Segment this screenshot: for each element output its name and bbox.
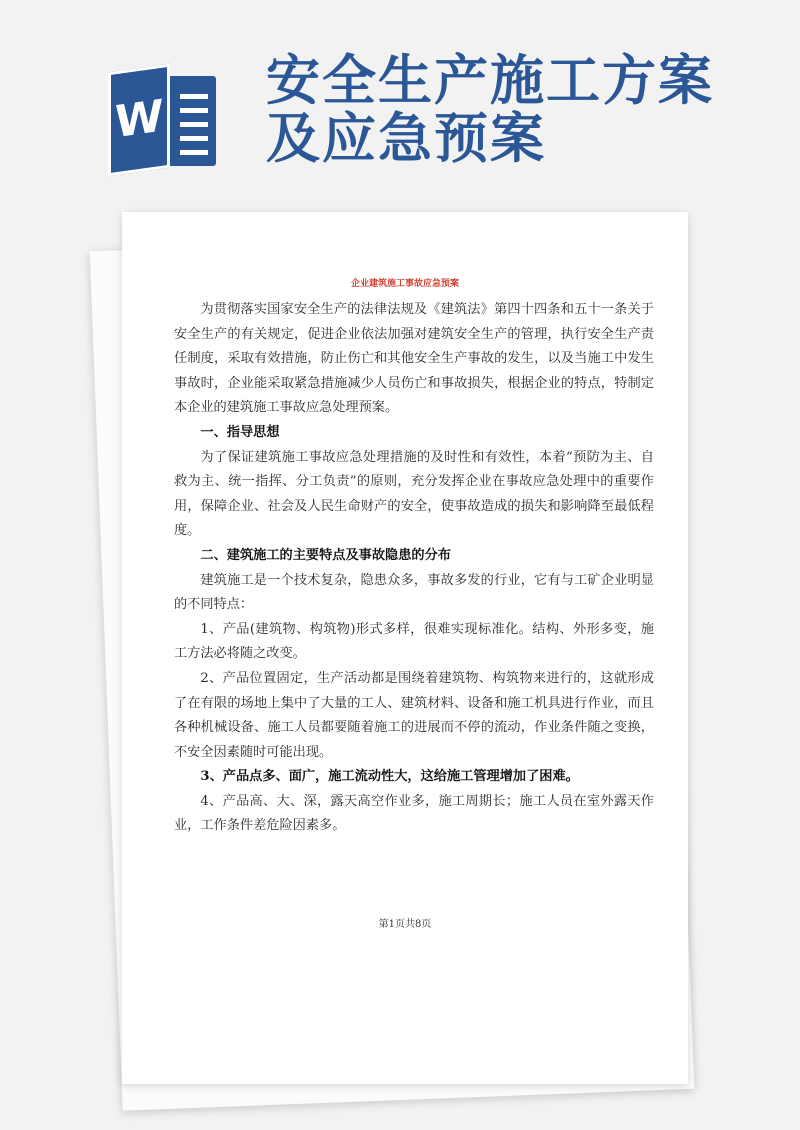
paragraph: 为贯彻落实国家安全生产的法律法规及《建筑法》第四十四条和五十一条关于安全生产的有关规定，促进企业依法加强对建筑安全生产的管理，执行安全生产责任制度，采取有效措施，防止伤亡和其他安全生产事故的发生，以及当施工中发生事故时，企业能采取紧急措施减少人员伤亡和事故损失，根据企业的特点，特制定本企业的建筑施工事故应急处理预案。 (174, 302, 654, 416)
paragraph: 1、产品(建筑物、构筑物)形式多样，很难实现标准化。结构、外形多变，施工方法必将随之改变。 (174, 621, 654, 662)
word-document-icon (108, 68, 216, 172)
paragraph: 建筑施工是一个技术复杂，隐患众多，事故多发的行业，它有与工矿企业明显的不同特点： (174, 572, 654, 613)
document-page (122, 212, 688, 1084)
document-title: 企业建筑施工事故应急预案 (350, 279, 459, 289)
page-number: 第1页共8页 (378, 919, 432, 930)
paragraph: 为了保证建筑施工事故应急处理措施的及时性和有效性，本着“预防为主、自救为主、统一指挥、分工负责”的原则，充分发挥企业在事故应急处理中的重要作用，保障企业、社会及人民生命财产的安全，使事故造成的损失和影响降至最低程度。 (174, 449, 654, 539)
paragraph: 2、产品位置固定，生产活动都是围绕着建筑物、构筑物来进行的，这就形成了在有限的场地上集中了大量的工人、建筑材料、设备和施工机具进行作业，而且各种机械设备、施工人员都要随着施工的进展而不停的流动，作业条件随之变换，不安全因素随时可能出现。 (174, 670, 654, 760)
section-heading: 3、产品点多、面广，施工流动性大，这给施工管理增加了困难。 (200, 769, 579, 785)
banner-title-line2: 及应急预案 (266, 107, 546, 170)
banner-title-line1: 安全生产施工方案 (266, 49, 714, 112)
banner (0, 0, 800, 200)
document-body (174, 298, 654, 839)
section-heading: 一、指导思想 (200, 424, 280, 440)
paragraph: 4、产品高、大、深，露天高空作业多，施工周期长；施工人员在室外露天作业，工作条件差危险因素多。 (174, 793, 654, 834)
word-logo-letter: W (108, 64, 170, 177)
banner-title (266, 49, 786, 170)
section-heading: 二、建筑施工的主要特点及事故隐患的分布 (200, 547, 451, 563)
